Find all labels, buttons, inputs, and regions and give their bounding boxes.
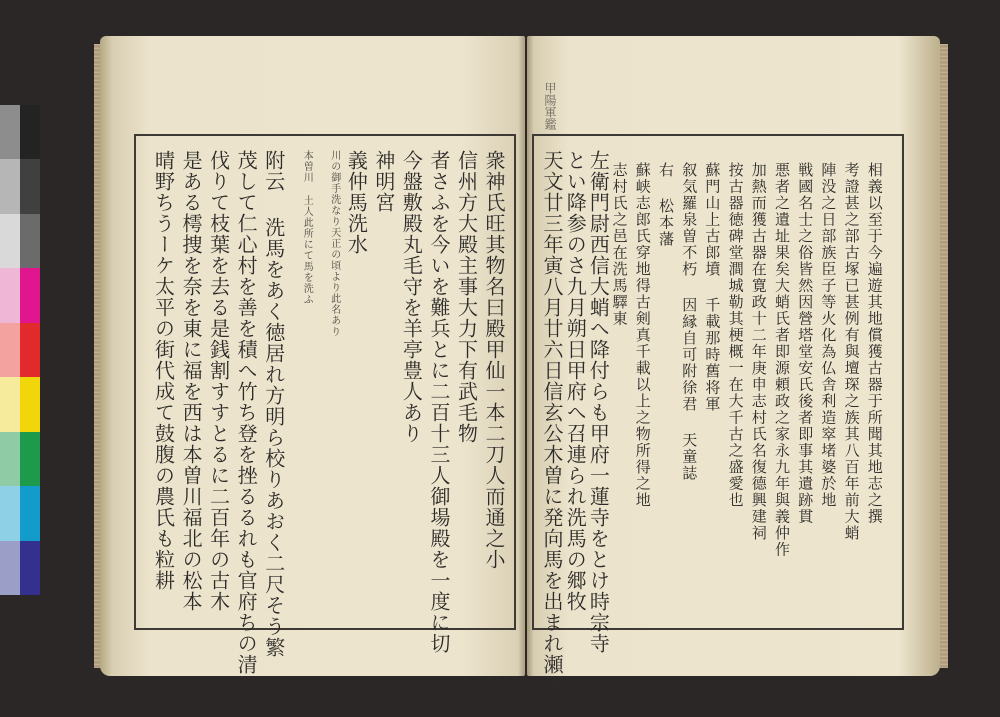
- color-swatch: [20, 432, 40, 486]
- color-swatch: [20, 214, 40, 268]
- color-swatch: [0, 486, 20, 540]
- color-swatch-row: [0, 486, 40, 540]
- color-swatch: [0, 268, 20, 322]
- right-text-column: 蘇峡志郎氏穿地得古剣真千載以上之物所得之地: [633, 162, 652, 509]
- right-text-column: 按古器徳碑堂澗城勒其梗概一在大千古之盛愛也: [726, 162, 745, 509]
- right-text-column: 相義以至于今遍遊其地償獲古器于所聞其地志之撰: [865, 162, 884, 525]
- left-page-text-frame: [134, 134, 516, 696]
- right-text-column: 陣没之日部族臣子等火化為仏舎利造窣堵婆於地: [819, 162, 838, 509]
- right-text-column: 志村氏之邑在洗馬驛東: [610, 162, 629, 327]
- color-swatch: [0, 377, 20, 431]
- color-calibration-strip: [0, 105, 40, 595]
- left-text-column: 本曽川 土人此所にて馬を洗ふ: [301, 150, 313, 305]
- color-swatch-row: [0, 323, 40, 377]
- color-swatch-row: [0, 432, 40, 486]
- left-text-column: 茂して仁心村を善を積へ竹ち登を挫るるれも官府ちの清汎: [234, 150, 259, 696]
- left-text-column: 是ある樗捜を奈を東に福を西は本曽川福北の松本: [179, 150, 204, 612]
- right-text-column: 天文廿三年寅八月廿六日信玄公木曽に発向馬を出まれ瀬馬甚: [540, 150, 564, 717]
- color-swatch-row: [0, 377, 40, 431]
- right-text-column: 悪者之遺址果矣大蛸氏者即源頼政之家永九年與義仲作: [773, 162, 791, 558]
- color-swatch: [0, 214, 20, 268]
- left-text-column: 者さふを今いを難兵とに二百十三人御場殿を一度に切: [426, 150, 451, 654]
- right-text-column: 叙気羅泉曽不朽 因縁自可附徐君 天童誌: [680, 162, 699, 482]
- right-text-column: とい降参のさ九月朔日甲府へ召連られ洗馬の郷牧: [563, 150, 588, 612]
- color-swatch: [20, 323, 40, 377]
- color-swatch: [0, 323, 20, 377]
- color-swatch: [20, 486, 40, 540]
- right-text-column: 戦國名士之俗皆然因營塔堂安氏後者即事其遺跡貫: [796, 162, 815, 525]
- left-text-column: 神明宮: [371, 150, 396, 213]
- section-header: 甲陽軍鑑: [543, 82, 557, 130]
- right-text-column: 蘇門山上古郎墳 千載那時舊将軍: [703, 162, 722, 413]
- left-text-column: 川の御手洗なり天正の頃より此名あり: [328, 150, 340, 337]
- left-text-column: 附云 洗馬をあく徳居れ方明ら校りあおく二尺そう繁: [261, 150, 286, 658]
- color-swatch-row: [0, 541, 40, 595]
- color-swatch-row: [0, 105, 40, 159]
- left-text-column: 信州方大殿主事大力下有武毛物: [454, 150, 479, 444]
- color-swatch-row: [0, 268, 40, 322]
- color-swatch: [0, 159, 20, 213]
- color-swatch: [0, 541, 20, 595]
- color-swatch: [20, 268, 40, 322]
- left-text-column: 晴野ちうーケ太平の街代成て鼓腹の農氏も粒耕: [151, 150, 176, 591]
- right-text-column: 右 松本藩: [657, 162, 675, 248]
- color-swatch: [20, 541, 40, 595]
- left-text-column: 今盤敷殿丸毛守を羊亭豊人あり: [399, 150, 424, 444]
- right-page-text-frame: [532, 82, 904, 717]
- left-text-column: 伐りて枝葉を去る是銭割すすとるに二百年の古木: [206, 150, 231, 612]
- color-swatch: [0, 432, 20, 486]
- left-text-column: 義仲馬洗水: [344, 150, 369, 255]
- color-swatch: [0, 105, 20, 159]
- color-swatch-row: [0, 159, 40, 213]
- right-text-column: 加熱而獲古器在寛政十二年庚申志村氏名復德興建祠: [749, 162, 768, 542]
- right-text-column: 左衛門尉西信大蛸へ降付らも甲府一蓮寺をとけ時宗寺: [586, 150, 611, 654]
- color-swatch: [20, 377, 40, 431]
- color-swatch-row: [0, 214, 40, 268]
- right-text-column: 考證甚之部古塚已甚例有與壇琛之族其八百年前大蛸: [842, 162, 861, 542]
- color-swatch: [20, 105, 40, 159]
- open-book: [100, 36, 942, 717]
- color-swatch: [20, 159, 40, 213]
- left-text-column: 衆神氏旺其物名曰殿甲仙一本二刀人而通之小: [482, 150, 506, 570]
